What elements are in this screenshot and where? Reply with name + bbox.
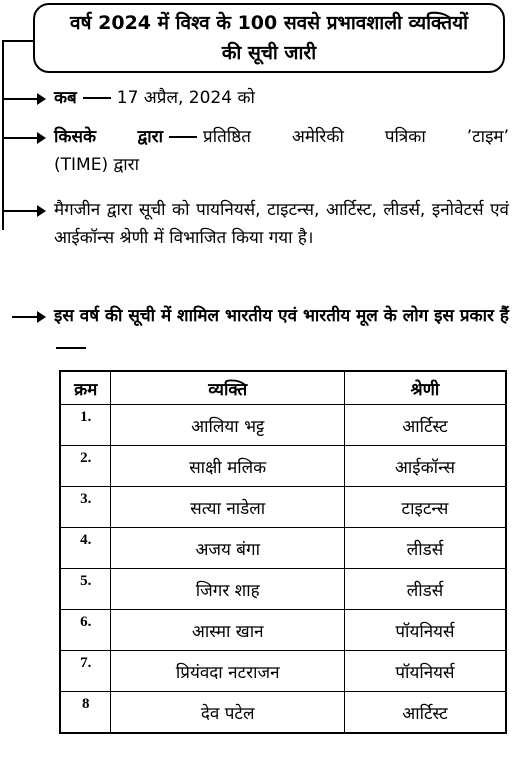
arrow-icon — [4, 137, 44, 139]
point-when — [54, 84, 509, 112]
point-by-whom-line-1 — [54, 123, 509, 151]
point-by-whom — [54, 123, 509, 179]
table-row — [60, 528, 506, 569]
cell-person: प्रियंवदा नटराजन — [111, 651, 344, 692]
title-line-1: वर्ष 2024 में विश्व के 100 सवसे प्रभावशाली व्यक्तियों — [69, 12, 469, 34]
connector-trunk — [2, 40, 4, 230]
arrow-icon — [4, 98, 44, 100]
cell-person: देव पटेल — [111, 692, 344, 734]
dash-icon — [83, 97, 111, 99]
point-categories-text: मैगजीन द्वारा सूची को पायनियर्स, टाइटन्स, आर्टिस्ट, लीडर्स, इनोवेटर्स एवं आईकॉन्स श्रेणी में विभाजित किया गया है। — [54, 200, 509, 248]
cell-serial: 6. — [60, 610, 111, 651]
point-categories — [54, 196, 509, 252]
cell-category: आर्टिस्ट — [344, 405, 506, 446]
arrow-icon — [12, 316, 44, 318]
cell-serial: 2. — [60, 446, 111, 487]
header-category: श्रेणी — [344, 371, 506, 405]
cell-category: आईकॉन्स — [344, 446, 506, 487]
cell-serial: 4. — [60, 528, 111, 569]
title-line-2: की सूची जारी — [221, 42, 317, 64]
cell-category: टाइटन्स — [344, 487, 506, 528]
cell-serial: 1. — [60, 405, 111, 446]
header-serial: क्रम — [60, 371, 111, 405]
cell-person: सत्या नाडेला — [111, 487, 344, 528]
dash-icon — [56, 347, 86, 349]
cell-person: साक्षी मलिक — [111, 446, 344, 487]
point-by-whom-label: किसके द्वारा — [54, 127, 164, 147]
dash-icon — [169, 136, 197, 138]
cell-category: पॉयनियर्स — [344, 651, 506, 692]
table-row — [60, 405, 506, 446]
cell-category: लीडर्स — [344, 569, 506, 610]
cell-serial: 7. — [60, 651, 111, 692]
cell-category: पॉयनियर्स — [344, 610, 506, 651]
section-heading — [54, 300, 509, 364]
cell-person: आलिया भट्ट — [111, 405, 344, 446]
arrow-icon — [4, 210, 44, 212]
table-row — [60, 651, 506, 692]
point-by-whom-line-2: (TIME) द्वारा — [54, 155, 140, 175]
header-person: व्यक्ति — [111, 371, 344, 405]
section-heading-text: इस वर्ष की सूची में शामिल भारतीय एवं भारतीय मूल के लोग इस प्रकार हैं — [54, 306, 509, 326]
cell-category: लीडर्स — [344, 528, 506, 569]
cell-person: आस्मा खान — [111, 610, 344, 651]
cell-category: आर्टिस्ट — [344, 692, 506, 734]
cell-serial: 3. — [60, 487, 111, 528]
table-row — [60, 692, 506, 734]
table-row — [60, 610, 506, 651]
cell-person: अजय बंगा — [111, 528, 344, 569]
title-box — [33, 3, 505, 73]
table-row — [60, 446, 506, 487]
connector-branch-top — [2, 40, 34, 42]
point-by-whom-text: प्रतिष्ठित अमेरिकी पत्रिका ’टाइम’ — [203, 127, 509, 147]
point-when-text: 17 अप्रैल, 2024 को — [116, 88, 255, 108]
cell-serial: 8 — [60, 692, 111, 734]
table-row — [60, 569, 506, 610]
cell-serial: 5. — [60, 569, 111, 610]
persons-table — [59, 370, 507, 734]
point-when-label: कब — [54, 88, 77, 108]
cell-person: जिगर शाह — [111, 569, 344, 610]
table-row — [60, 487, 506, 528]
table-header-row — [60, 371, 506, 405]
